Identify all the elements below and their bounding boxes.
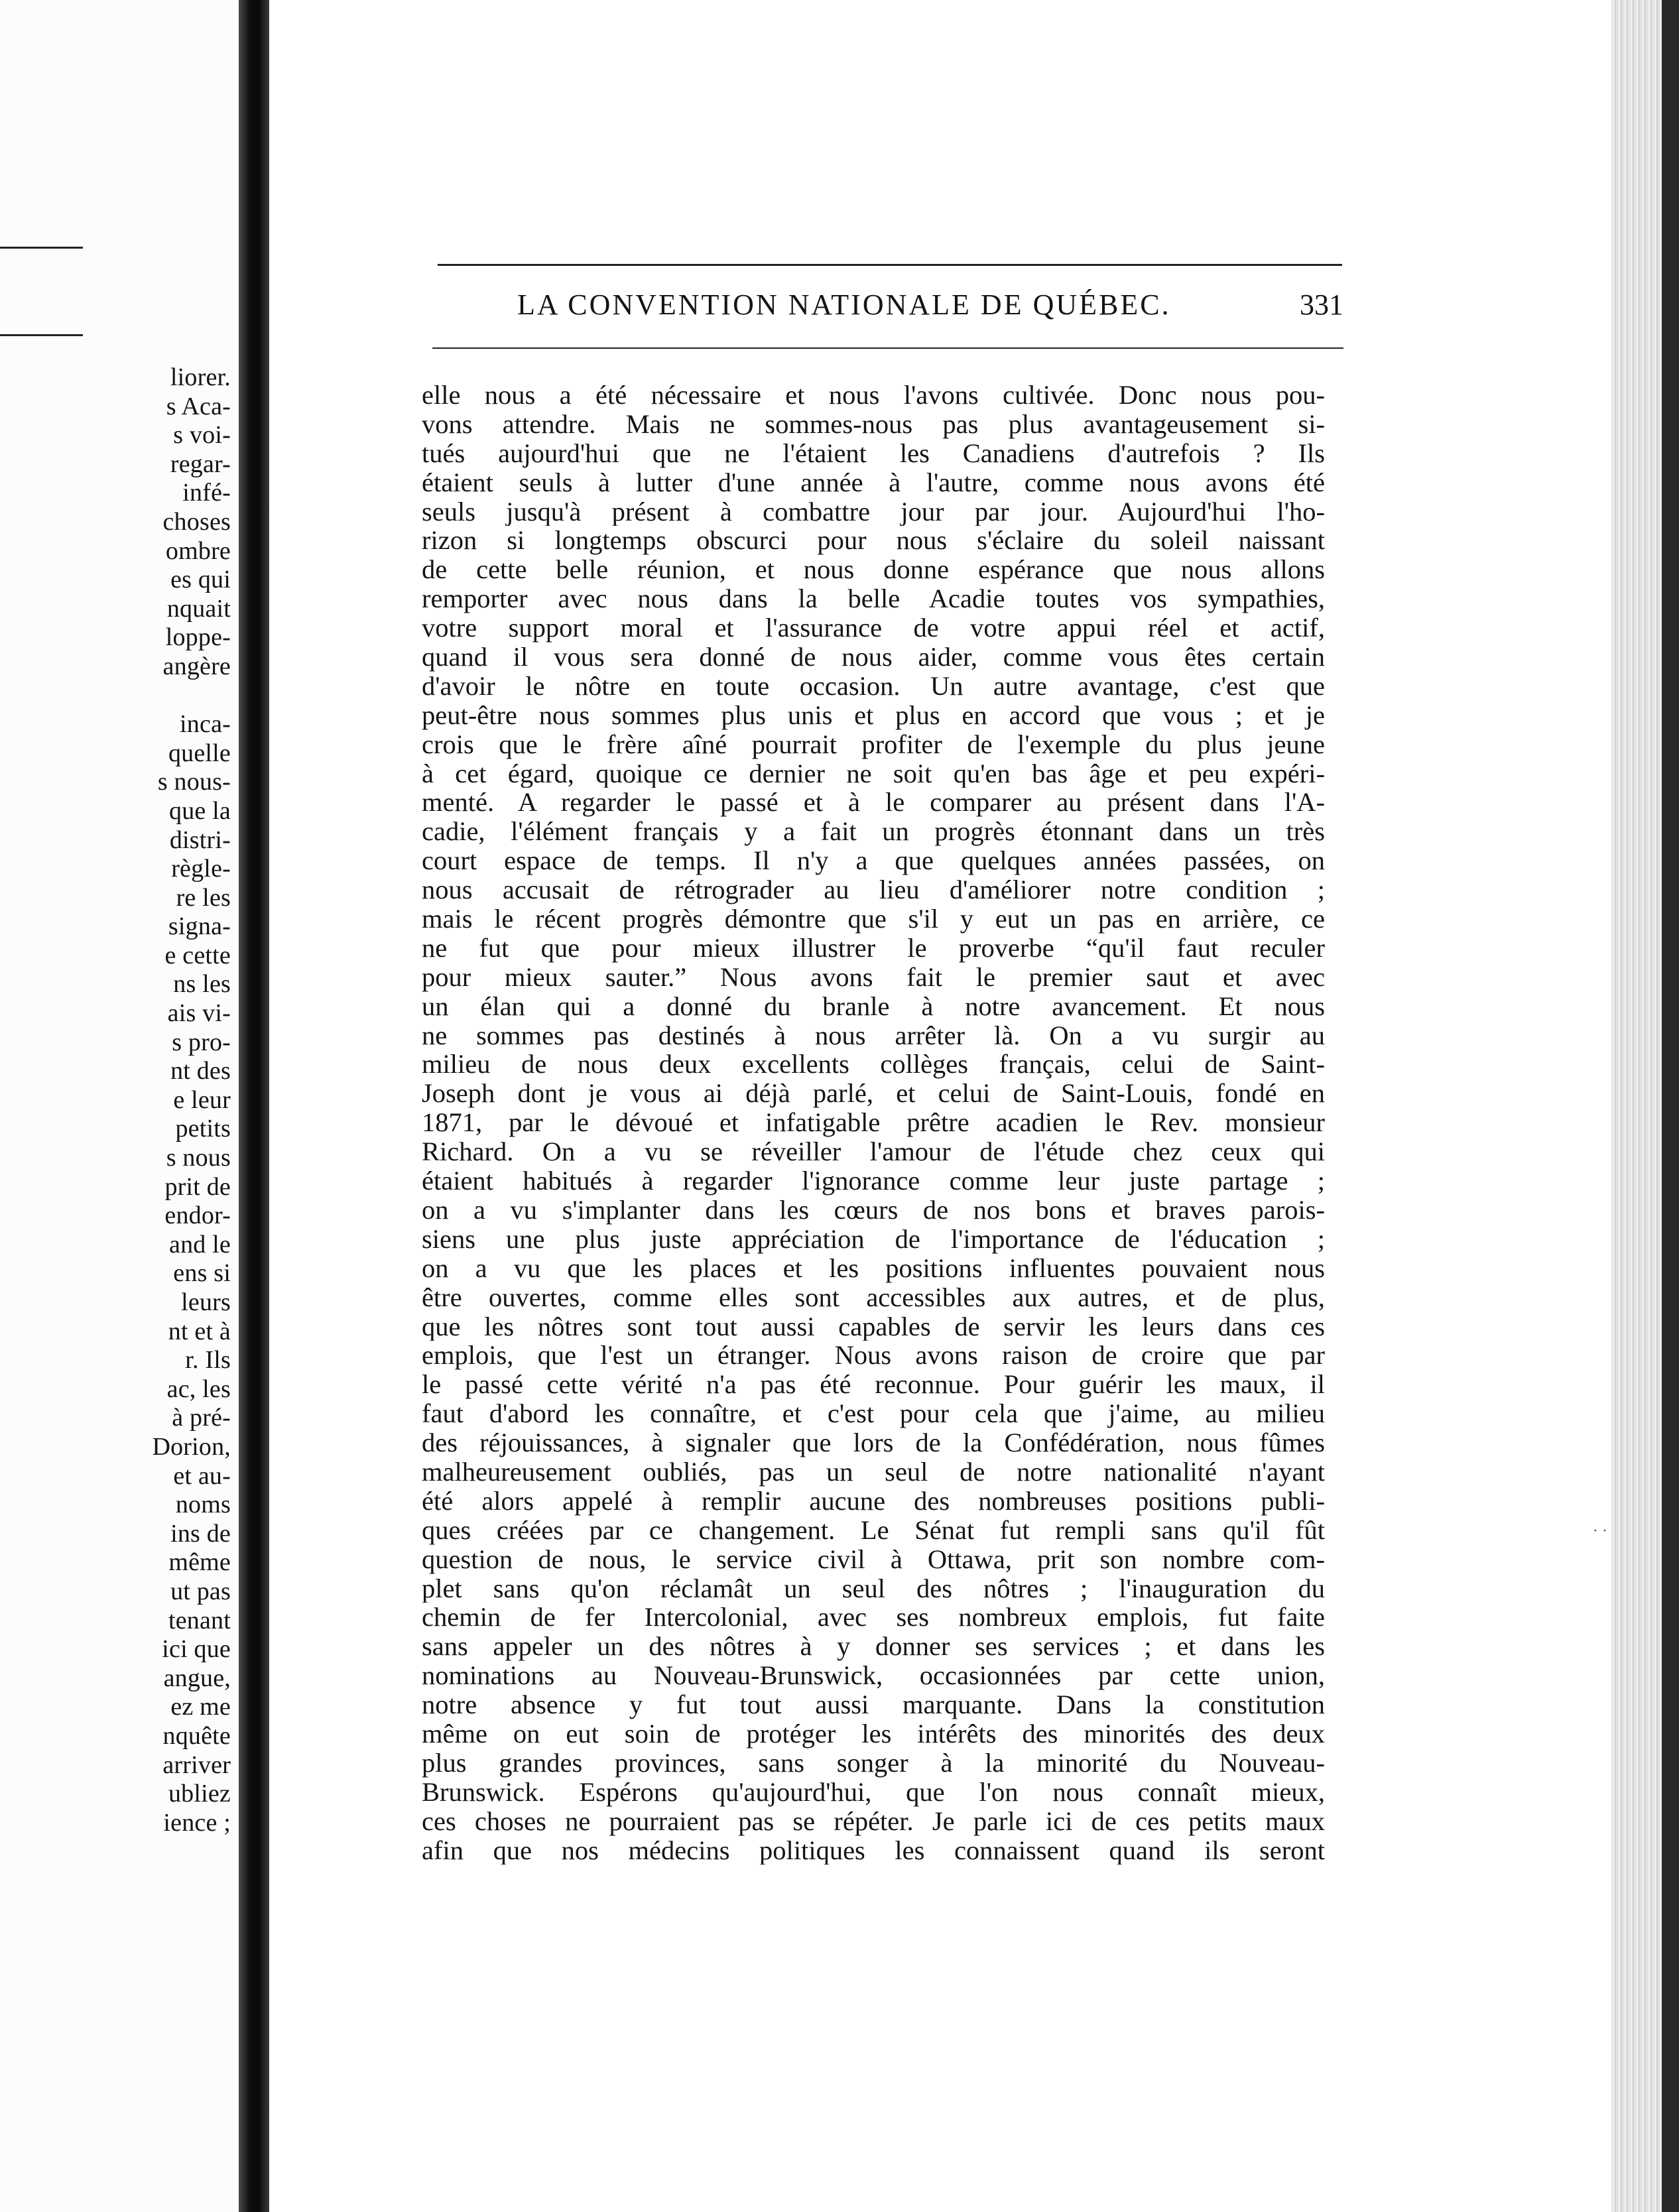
facing-page-line: r. Ils — [185, 1346, 231, 1375]
text-line: ces choses ne pourraient pas se répéter. Je parle ici de ces petits maux — [422, 1806, 1325, 1836]
facing-page-line: ens si — [173, 1259, 231, 1288]
facing-page-line: angère — [162, 652, 231, 680]
text-line: court espace de temps. Il n'y a que quelques années passées, on — [422, 846, 1325, 876]
text-line: Brunswick. Espérons qu'aujourd'hui, que l'on nous connaît mieux, — [422, 1777, 1325, 1807]
text-line: le passé cette vérité n'a pas été reconnue. Pour guérir les maux, il — [422, 1370, 1325, 1400]
facing-page-rule-top — [0, 247, 83, 249]
facing-page-line: et au- — [173, 1461, 231, 1490]
facing-page-line: choses — [162, 507, 231, 536]
text-line: vons attendre. Mais ne sommes-nous pas plus avantageusement si- — [422, 409, 1325, 439]
text-line: nominations au Nouveau-Brunswick, occasionnées par cette union, — [422, 1661, 1325, 1691]
facing-page-line: e cette — [164, 941, 231, 969]
facing-page-line: e leur — [173, 1085, 231, 1114]
facing-page-line: petits — [175, 1115, 231, 1143]
facing-page-line: à pré- — [172, 1404, 231, 1432]
text-line: sans appeler un des nôtres à y donner ses services ; et dans les — [422, 1632, 1325, 1662]
facing-page-line: es qui — [170, 566, 231, 594]
facing-page-line: leurs — [181, 1288, 231, 1316]
text-line: ne fut que pour mieux illustrer le proverbe “qu'il faut reculer — [422, 933, 1325, 963]
text-line: seuls jusqu'à présent à combattre jour par jour. Aujourd'hui l'ho- — [422, 497, 1325, 526]
text-line: étaient seuls à lutter d'une année à l'autre, comme nous avons été — [422, 467, 1325, 497]
text-line: Richard. On a vu se réveiller l'amour de l'étude chez ceux qui — [422, 1137, 1325, 1167]
facing-page-line: ez me — [170, 1693, 231, 1721]
facing-page-line: distri- — [169, 826, 231, 854]
text-line: de cette belle réunion, et nous donne espérance que nous allons — [422, 555, 1325, 585]
facing-page-line: ns les — [173, 970, 231, 999]
facing-page-line: même — [168, 1548, 231, 1577]
text-line: même on eut soin de protéger les intérêts des minorités des deux — [422, 1719, 1325, 1749]
book-gutter — [239, 0, 269, 2212]
text-line: mais le récent progrès démontre que s'il y eut un pas en arrière, ce — [422, 904, 1325, 934]
facing-page-line: tenant — [168, 1606, 231, 1634]
text-line: être ouvertes, comme elles sont accessibles aux autres, et de plus, — [422, 1282, 1325, 1312]
text-line: cadie, l'élément français y a fait un progrès étonnant dans un très — [422, 817, 1325, 847]
facing-page-text — [0, 363, 231, 1837]
text-line: un élan qui a donné du branle à notre avancement. Et nous — [422, 991, 1325, 1021]
facing-page-line: s nous — [166, 1144, 231, 1172]
text-line: peut-être nous sommes plus unis et plus en accord que vous ; et je — [422, 700, 1325, 730]
facing-page-line — [0, 682, 231, 711]
text-line: votre support moral et l'assurance de votre appui réel et actif, — [422, 613, 1325, 643]
facing-page-line: infé- — [182, 479, 231, 507]
facing-page-line: s voi- — [173, 421, 231, 450]
facing-page-line: re les — [176, 883, 231, 912]
facing-page-line: nquait — [166, 594, 231, 623]
facing-page-line: que la — [169, 796, 231, 825]
facing-page-line: ais vi- — [167, 999, 231, 1028]
text-line: question de nous, le service civil à Ottawa, prit son nombre com- — [422, 1544, 1325, 1574]
text-line: que les nôtres sont tout aussi capables de servir les leurs dans ces — [422, 1312, 1325, 1341]
text-line: notre absence y fut tout aussi marquante. Dans la constitution — [422, 1690, 1325, 1719]
text-line: rizon si longtemps obscurci pour nous s'éclaire du soleil naissant — [422, 526, 1325, 556]
facing-page-line: s nous- — [157, 768, 231, 796]
edge-marks: · · — [1593, 1522, 1607, 1540]
facing-page-line: arriver — [162, 1751, 231, 1779]
text-line: menté. A regarder le passé et à le comparer au présent dans l'A- — [422, 788, 1325, 818]
header-rule-top — [438, 264, 1342, 266]
text-line: pour mieux sauter.” Nous avons fait le premier saut et avec — [422, 962, 1325, 992]
facing-page-line: ac, les — [166, 1375, 231, 1403]
text-line: été alors appelé à remplir aucune des nombreuses positions publi- — [422, 1486, 1325, 1516]
page-edges — [1611, 0, 1679, 2212]
facing-page-line: quelle — [168, 739, 231, 767]
text-line: Joseph dont je vous ai déjà parlé, et celui de Saint-Louis, fondé en — [422, 1079, 1325, 1109]
facing-page-line: Dorion, — [152, 1432, 231, 1461]
text-line: 1871, par le dévoué et infatigable prêtre acadien le Rev. monsieur — [422, 1108, 1325, 1138]
facing-page-line: angue, — [163, 1664, 231, 1692]
text-line: ne sommes pas destinés à nous arrêter là. On a vu surgir au — [422, 1020, 1325, 1050]
facing-page-line: loppe- — [165, 623, 231, 652]
facing-page-line: noms — [175, 1491, 231, 1519]
facing-page-line: s Aca- — [166, 392, 231, 420]
text-line: emplois, que l'est un étranger. Nous avons raison de croire que par — [422, 1341, 1325, 1371]
facing-page-line: ins de — [170, 1519, 231, 1548]
facing-page-line: ombre — [165, 536, 231, 565]
text-line: plus grandes provinces, sans songer à la minorité du Nouveau- — [422, 1748, 1325, 1778]
text-line: chemin de fer Intercolonial, avec ses nombreux emplois, fut faite — [422, 1603, 1325, 1632]
text-line: malheureusement oubliés, pas un seul de notre nationalité n'ayant — [422, 1457, 1325, 1487]
text-line: faut d'abord les connaître, et c'est pour cela que j'aime, au milieu — [422, 1399, 1325, 1429]
facing-page — [0, 0, 239, 2212]
facing-page-line: endor- — [164, 1201, 231, 1230]
facing-page-line: prit de — [164, 1172, 231, 1201]
text-line: d'avoir le nôtre en toute occasion. Un autre avantage, c'est que — [422, 671, 1325, 701]
facing-page-line: signa- — [168, 912, 231, 941]
page-number: 331 — [1300, 288, 1343, 321]
facing-page-line: regar- — [170, 450, 231, 478]
text-line: crois que le frère aîné pourrait profiter de l'exemple du plus jeune — [422, 729, 1325, 759]
facing-page-line: s pro- — [172, 1028, 231, 1056]
text-line: ques créées par ce changement. Le Sénat fut rempli sans qu'il fût — [422, 1515, 1325, 1545]
text-line: quand il vous sera donné de nous aider, comme vous êtes certain — [422, 643, 1325, 672]
text-line: afin que nos médecins politiques les connaissent quand ils seront — [422, 1835, 1325, 1865]
text-line: on a vu que les places et les positions influentes pouvaient nous — [422, 1253, 1325, 1283]
facing-page-line: ici que — [162, 1635, 231, 1664]
text-line: remporter avec nous dans la belle Acadie toutes vos sympathies, — [422, 584, 1325, 614]
facing-page-line: nt des — [170, 1057, 231, 1085]
facing-page-line: nt et à — [168, 1317, 231, 1345]
running-head-title: LA CONVENTION NATIONALE DE QUÉBEC. — [517, 288, 1171, 321]
header-rule-bottom — [432, 347, 1343, 349]
text-line: nous accusait de rétrograder au lieu d'améliorer notre condition ; — [422, 875, 1325, 905]
text-line: des réjouissances, à signaler que lors de la Confédération, nous fûmes — [422, 1428, 1325, 1457]
text-line: plet sans qu'on réclamât un seul des nôtres ; l'inauguration du — [422, 1573, 1325, 1603]
text-line: on a vu s'implanter dans les cœurs de nos bons et braves parois- — [422, 1195, 1325, 1225]
facing-page-line: ut pas — [170, 1577, 231, 1605]
facing-page-line: inca- — [180, 710, 231, 739]
facing-page-line: ubliez — [168, 1780, 231, 1808]
facing-page-line: nquête — [162, 1721, 231, 1750]
facing-page-line: ience ; — [163, 1808, 231, 1837]
text-line: étaient habitués à regarder l'ignorance comme leur juste partage ; — [422, 1166, 1325, 1196]
facing-page-line: liorer. — [170, 363, 231, 391]
text-line: à cet égard, quoique ce dernier ne soit qu'en bas âge et peu expéri- — [422, 759, 1325, 788]
facing-page-line: and le — [169, 1230, 231, 1259]
text-line: milieu de nous deux excellents collèges français, celui de Saint- — [422, 1050, 1325, 1079]
text-line: tués aujourd'hui que ne l'étaient les Canadiens d'autrefois ? Ils — [422, 438, 1325, 468]
body-text — [422, 381, 1325, 1865]
text-line: siens une plus juste appréciation de l'importance de l'éducation ; — [422, 1224, 1325, 1254]
facing-page-rule-bottom — [0, 334, 83, 336]
text-line: elle nous a été nécessaire et nous l'avons cultivée. Donc nous pou- — [422, 381, 1325, 410]
facing-page-line: règle- — [171, 855, 231, 883]
